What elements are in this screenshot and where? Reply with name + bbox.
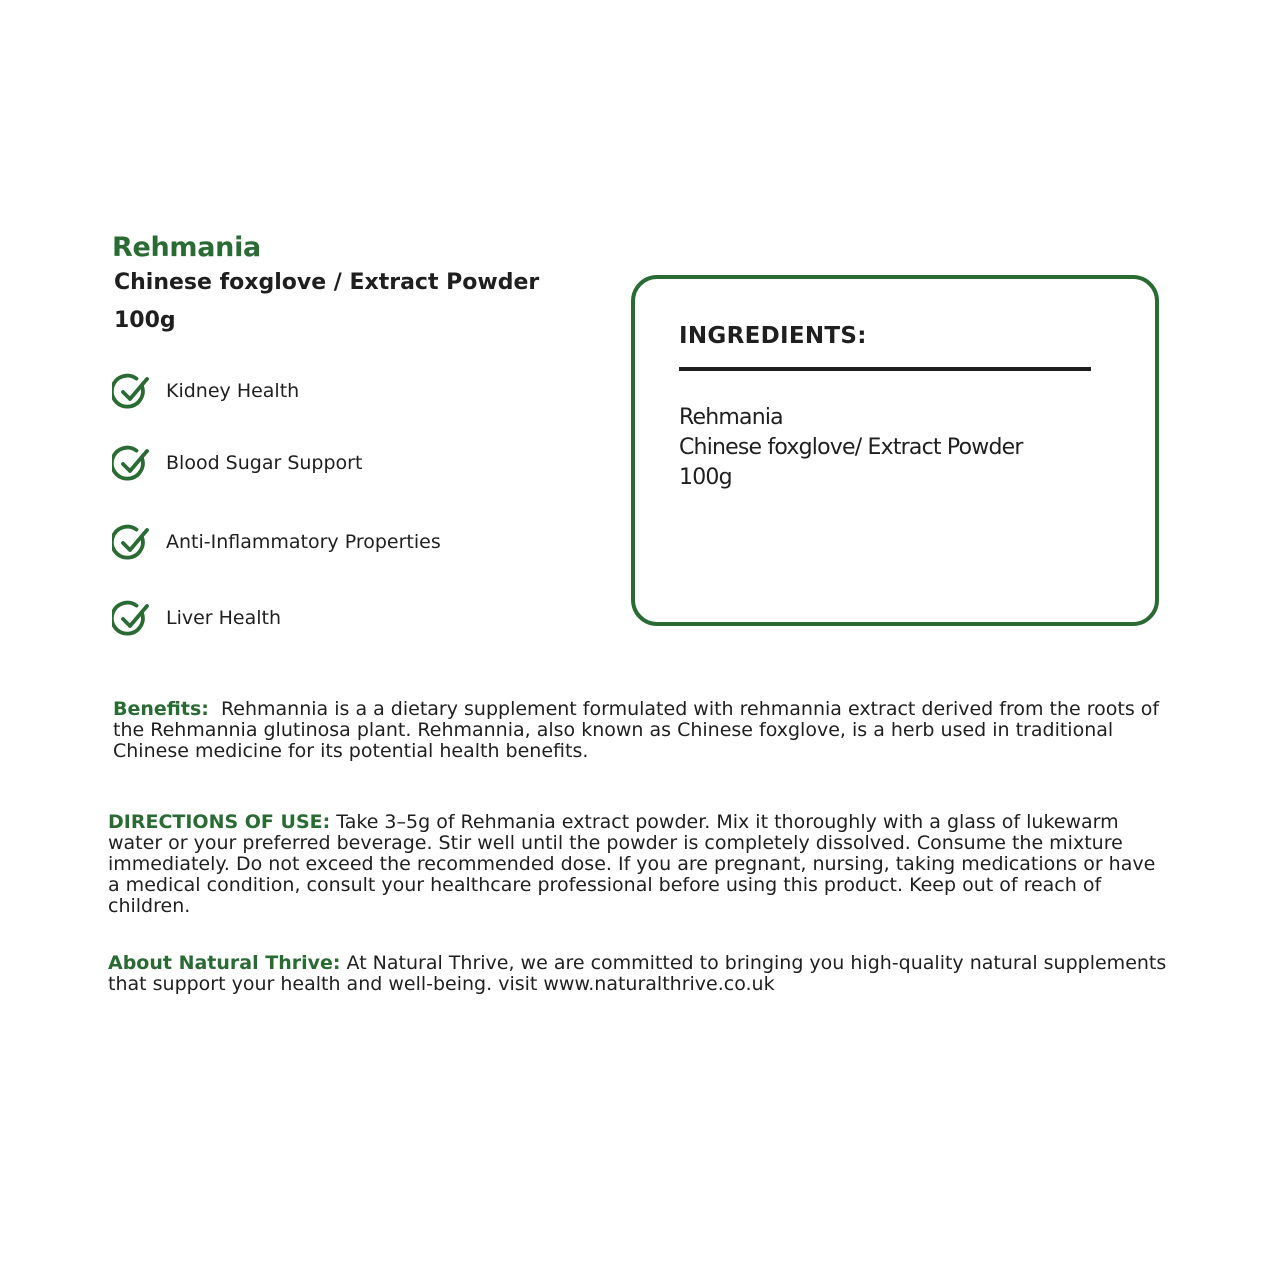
check-circle-icon — [112, 373, 152, 409]
ingredients-divider — [679, 367, 1091, 371]
directions-paragraph — [108, 812, 1158, 917]
benefits-paragraph-text: Rehmannia is a a dietary supplement formulated with rehmannia extract derived from the roots of the Rehmannia glutinosa plant. Rehmannia, also known as Chinese foxglove, is a herb used in traditional Chinese medicine for its potential health benefits. — [113, 698, 1160, 762]
check-circle-icon — [112, 524, 152, 560]
directions-lead: DIRECTIONS OF USE: — [108, 811, 331, 833]
benefit-item-blood-sugar-support — [112, 445, 362, 481]
benefit-item-anti-inflammatory — [112, 524, 441, 560]
product-subtitle: Chinese foxglove / Extract Powder — [114, 270, 540, 295]
ingredients-line: Chinese foxglove/ Extract Powder — [679, 435, 1023, 460]
about-paragraph — [108, 953, 1178, 995]
benefit-item-label: Anti-Inflammatory Properties — [166, 531, 441, 553]
benefit-item-label: Kidney Health — [166, 380, 300, 402]
check-circle-icon — [112, 600, 152, 636]
benefit-item-label: Liver Health — [166, 607, 282, 629]
ingredients-line: 100g — [679, 465, 732, 490]
about-text: At Natural Thrive, we are committed to bringing you high-quality natural supplements that support your health and well-being. visit www.naturalthrive.co.uk — [108, 952, 1167, 995]
directions-text: Take 3–5g of Rehmania extract powder. Mix it thoroughly with a glass of lukewarm water or your preferred beverage. Stir well until the powder is completely dissolved. Consume the mixture immediately. Do not exceed the recommended dose. If you are pregnant, nursing, taking medications or have a medical condition, consult your healthcare professional before using this product. Keep out of reach of children. — [108, 811, 1156, 917]
benefits-paragraph-lead: Benefits: — [113, 698, 209, 720]
ingredients-heading: INGREDIENTS: — [679, 323, 867, 349]
benefit-item-kidney-health — [112, 373, 299, 409]
ingredients-box — [631, 275, 1159, 626]
benefit-item-liver-health — [112, 600, 281, 636]
check-circle-icon — [112, 445, 152, 481]
product-title: Rehmania — [112, 232, 261, 263]
product-weight: 100g — [114, 308, 176, 333]
benefits-paragraph — [113, 699, 1175, 762]
ingredients-line: Rehmania — [679, 405, 783, 430]
about-lead: About Natural Thrive: — [108, 952, 341, 974]
benefit-item-label: Blood Sugar Support — [166, 452, 363, 474]
